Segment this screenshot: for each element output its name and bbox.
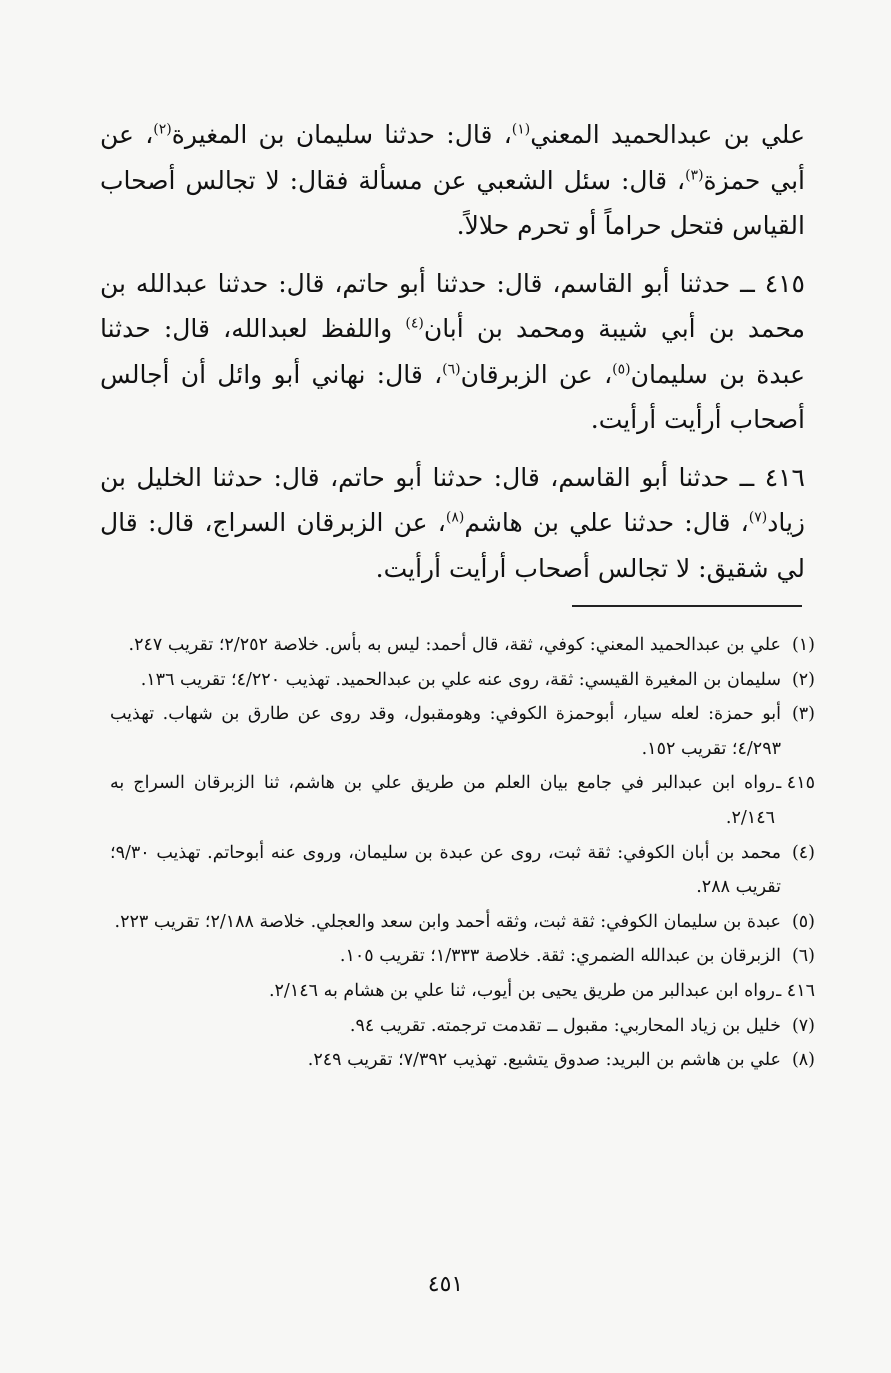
footnote-number: (٣) [791, 704, 815, 725]
footnote-item [110, 974, 815, 1009]
footnote-item [110, 1043, 815, 1078]
text-run: ، قال: سئل الشعبي عن مسألة فقال: لا تجالس أصحاب القياس فتحل حراماً أو تحرم حلالاً. [100, 165, 805, 240]
footnote-text: علي بن عبدالحميد المعني: كوفي، ثقة، قال أحمد: ليس به بأس. خلاصة ٢/٢٥٢؛ تقريب ٢٤٧. [128, 635, 781, 655]
footnote-ref: (٨) [445, 509, 465, 526]
footnote-item [110, 905, 815, 940]
footnote-text: رواه ابن عبدالبر في جامع بيان العلم من طريق علي بن هاشم، ثنا الزبرقان السراج به ٢/١٤٦. [110, 773, 775, 828]
text-run: ، قال: حدثنا سليمان بن المغيرة [171, 120, 512, 149]
text-run: واللفظ لعبدالله، قال: حدثنا عبدة بن سليمان [100, 314, 805, 389]
footnote-text: الزبرقان بن عبدالله الضمري: ثقة. خلاصة ١/٣٣٣؛ تقريب ١٠٥. [339, 946, 781, 967]
footnote-text: محمد بن أبان الكوفي: ثقة ثبت، روى عن عبدة بن سليمان، وروى عنه أبوحاتم. تهذيب ٩/٣٠؛ تقريب ٢٨٨. [110, 842, 781, 898]
footnote-text: رواه ابن عبدالبر من طريق يحيى بن أيوب، ثنا علي بن هشام به ٢/١٤٦. [268, 980, 775, 1001]
footnote-item [110, 628, 815, 663]
paragraph-narration [100, 112, 805, 249]
footnote-ref: (٥) [612, 361, 631, 378]
text-run: ، عن أبي حمزة [100, 120, 805, 195]
paragraph-416 [100, 455, 805, 592]
main-text [100, 112, 805, 603]
footnote-ref: (٤) [405, 315, 424, 332]
footnote-number: (٤) [791, 842, 815, 863]
footnote-ref: (٦) [442, 361, 461, 378]
footnote-ref: (٢) [153, 121, 172, 138]
footnote-text: عبدة بن سليمان الكوفي: ثقة ثبت، وثقه أحمد وابن سعد والعجلي. خلاصة ٢/١٨٨؛ تقريب ٢٢٣. [114, 911, 781, 932]
footnote-item [110, 939, 815, 974]
footnote-item [110, 836, 815, 905]
paragraph-415 [100, 261, 805, 443]
footnote-text: خليل بن زياد المحاربي: مقبول ــ تقدمت ترجمته. تقريب ٩٤. [349, 1015, 781, 1036]
footnote-number: ٤١٥ ـ [776, 773, 815, 794]
footnote-number: (١) [791, 635, 815, 655]
text-run: ، عن الزبرقان السراج، قال: قال لي شقيق: لا تجالس أصحاب أرأيت أرأيت. [100, 508, 805, 583]
footnote-number: (٢) [791, 669, 815, 690]
footnote-ref: (٣) [685, 167, 704, 184]
page-number: ٤٥١ [427, 1272, 464, 1297]
footnote-separator [572, 605, 802, 607]
footnote-text: علي بن هاشم بن البريد: صدوق يتشيع. تهذيب ٧/٣٩٢؛ تقريب ٢٤٩. [307, 1050, 781, 1071]
text-run: ، قال: حدثنا علي بن هاشم [464, 508, 749, 537]
footnote-number: ٤١٦ ـ [776, 980, 815, 1001]
footnote-number: (٨) [791, 1050, 815, 1071]
footnote-number: (٥) [791, 911, 815, 932]
footnote-text: أبو حمزة: لعله سيار، أبوحمزة الكوفي: وهومقبول، وقد روى عن طارق بن شهاب. تهذيب ٤/٢٩٣؛ تقريب ١٥٢. [110, 704, 781, 759]
footnote-number: (٦) [791, 946, 815, 967]
text-run: ٤١٦ ــ حدثنا أبو القاسم، قال: حدثنا أبو حاتم، قال: حدثنا الخليل بن زياد [100, 462, 805, 537]
footnote-item [110, 663, 815, 698]
footnote-ref: (١) [511, 121, 531, 138]
text-run: ، عن الزبرقان [460, 359, 613, 389]
text-run: ، قال: نهاني أبو وائل أن أجالس أصحاب أرأيت أرأيت. [100, 359, 805, 434]
footnote-item [110, 697, 815, 766]
footnotes [110, 628, 815, 1078]
footnote-item [110, 766, 815, 835]
footnote-ref: (٧) [748, 509, 768, 526]
text-run: علي بن عبدالحميد المعني [530, 120, 805, 149]
footnote-text: سليمان بن المغيرة القيسي: ثقة، روى عنه علي بن عبدالحميد. تهذيب ٤/٢٢٠؛ تقريب ١٣٦. [140, 669, 781, 690]
text-run: ٤١٥ ــ حدثنا أبو القاسم، قال: حدثنا أبو حاتم، قال: حدثنا عبدالله بن محمد بن أبي شيبة ومحمد بن أبان [100, 268, 805, 343]
footnote-number: (٧) [791, 1015, 815, 1036]
footnote-item [110, 1009, 815, 1044]
